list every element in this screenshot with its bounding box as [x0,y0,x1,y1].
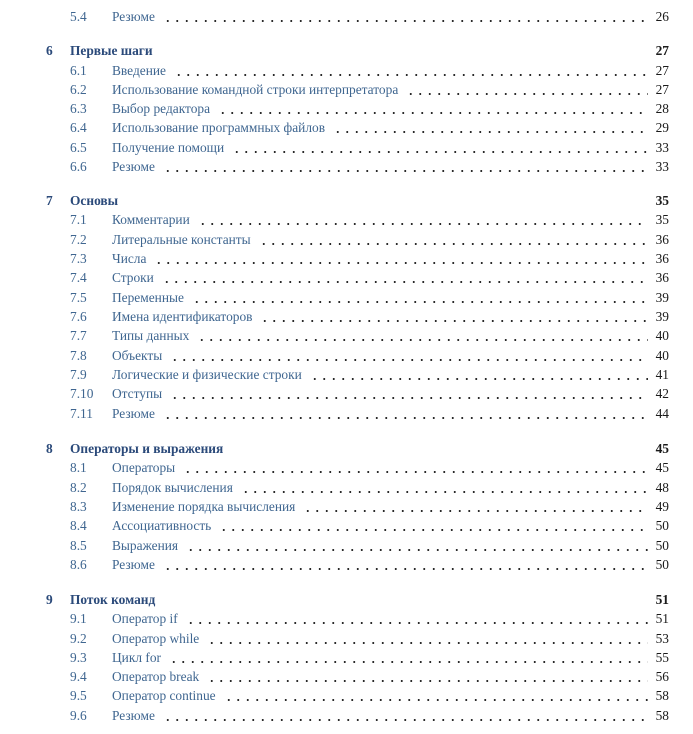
dot-leader [170,384,648,403]
toc-title[interactable]: Комментарии [112,212,190,227]
toc-entry[interactable] [0,326,693,345]
toc-title[interactable]: Изменение порядка вычисления [112,499,296,514]
toc-entry[interactable] [0,478,693,497]
toc-page-number[interactable]: 50 [655,538,669,553]
toc-chapter[interactable] [0,590,693,609]
toc-title[interactable]: Резюме [112,557,155,572]
toc-title[interactable]: Поток команд [70,592,156,607]
toc-title[interactable]: Операторы [112,460,176,475]
toc-number: 6.3 [70,101,87,116]
toc-title[interactable]: Оператор if [112,611,178,626]
toc-title[interactable]: Основы [70,193,119,208]
toc-number: 7.2 [70,232,87,247]
toc-title[interactable]: Использование программных файлов [112,120,326,135]
toc-chapter[interactable] [0,191,693,210]
dot-leader [186,609,648,628]
toc-number: 8 [46,441,53,456]
toc-page-number[interactable]: 42 [655,386,669,401]
dot-leader [406,80,648,99]
toc-page-number[interactable]: 26 [655,9,669,24]
toc-title[interactable]: Литеральные константы [112,232,251,247]
dot-leader [183,458,648,477]
toc-entry[interactable] [0,307,693,326]
toc-title[interactable]: Первые шаги [70,43,153,58]
toc-number: 7 [46,193,53,208]
toc-page-number[interactable]: 40 [655,328,669,343]
toc-chapter[interactable] [0,41,693,60]
toc-entry[interactable] [0,648,693,667]
toc-title[interactable]: Введение [112,63,166,78]
toc-entry[interactable] [0,268,693,287]
dot-leader [197,326,648,345]
toc-page-number[interactable]: 45 [655,441,669,456]
dot-leader [192,288,648,307]
dot-leader [259,230,648,249]
dot-leader [310,365,648,384]
toc-title[interactable]: Операторы и выражения [70,441,224,456]
dot-leader [207,629,648,648]
toc-title[interactable]: Имена идентификаторов [112,309,253,324]
dot-leader [207,667,648,686]
toc-title[interactable]: Ассоциативность [112,518,212,533]
toc-number: 7.11 [70,406,93,421]
toc-number: 5.4 [70,9,87,24]
toc-title[interactable]: Резюме [112,159,155,174]
toc-entry[interactable] [0,365,693,384]
toc-page-number[interactable]: 45 [655,460,669,475]
toc-page-number[interactable]: 49 [655,499,669,514]
dot-leader [162,268,648,287]
toc-entry[interactable] [0,346,693,365]
dot-leader [224,686,648,705]
toc-page-number[interactable]: 39 [655,309,669,324]
toc-entry[interactable] [0,157,693,176]
toc-page-number[interactable]: 39 [655,290,669,305]
toc-title[interactable]: Типы данных [112,328,190,343]
toc-entry[interactable] [0,80,693,99]
toc-entry[interactable] [0,458,693,477]
toc-number: 6.4 [70,120,87,135]
toc-number: 9.1 [70,611,87,626]
toc-title[interactable]: Резюме [112,708,155,723]
toc-page-number[interactable]: 41 [655,367,669,382]
dot-leader [186,536,648,555]
dot-leader [218,99,648,118]
dot-leader [174,61,648,80]
toc-number: 8.3 [70,499,87,514]
toc-entry[interactable] [0,497,693,516]
toc-title[interactable]: Логические и физические строки [112,367,302,382]
toc-entry[interactable] [0,706,693,725]
toc-page-number[interactable]: 27 [655,82,669,97]
toc-entry[interactable] [0,555,693,574]
toc-page-number[interactable]: 36 [655,232,669,247]
dot-leader [169,648,648,667]
toc-entry[interactable] [0,99,693,118]
toc-number: 8.1 [70,460,87,475]
dot-leader [241,478,648,497]
toc-number: 7.8 [70,348,87,363]
toc-title[interactable]: Цикл for [112,650,161,665]
dot-leader [333,118,648,137]
toc-number: 9.4 [70,669,87,684]
toc-page-number[interactable]: 50 [655,518,669,533]
toc-title[interactable]: Получение помощи [112,140,225,155]
toc-page-number[interactable]: 40 [655,348,669,363]
toc-entry[interactable] [0,686,693,705]
toc-title[interactable]: Объекты [112,348,163,363]
toc-number: 9 [46,592,53,607]
dot-leader [154,249,648,268]
toc-page-number[interactable]: 53 [655,631,669,646]
toc-page-number[interactable]: 58 [655,688,669,703]
toc-entry[interactable] [0,404,693,423]
toc-title[interactable]: Оператор continue [112,688,216,703]
toc-page-number[interactable]: 44 [655,406,669,421]
toc-number: 7.1 [70,212,87,227]
dot-leader [163,157,648,176]
toc-title[interactable]: Оператор break [112,669,200,684]
toc-number: 8.4 [70,518,87,533]
dot-leader [260,307,648,326]
dot-leader [163,555,648,574]
toc-page-number[interactable]: 27 [655,43,669,58]
dot-leader [163,404,648,423]
toc-page-number[interactable]: 33 [655,140,669,155]
toc-entry[interactable] [0,230,693,249]
dot-leader [163,7,648,26]
toc-number: 7.5 [70,290,87,305]
toc-title[interactable]: Использование командной строки интерпретатора [112,82,399,97]
toc-number: 6 [46,43,53,58]
toc-number: 8.5 [70,538,87,553]
toc-number: 8.2 [70,480,87,495]
toc-number: 9.5 [70,688,87,703]
toc-number: 7.7 [70,328,87,343]
toc-title[interactable]: Выбор редактора [112,101,211,116]
toc-page-number[interactable]: 28 [655,101,669,116]
toc-page-number[interactable]: 35 [655,212,669,227]
toc-entry[interactable] [0,118,693,137]
dot-leader [232,138,648,157]
toc-title[interactable]: Порядок вычисления [112,480,233,495]
toc-entry[interactable] [0,249,693,268]
toc-page-number[interactable]: 27 [655,63,669,78]
toc-number: 6.5 [70,140,87,155]
toc-number: 7.9 [70,367,87,382]
toc-title[interactable]: Резюме [112,406,155,421]
dot-leader [198,210,648,229]
toc-number: 6.2 [70,82,87,97]
toc-title[interactable]: Строки [112,270,154,285]
toc-number: 9.2 [70,631,87,646]
toc-number: 6.1 [70,63,87,78]
toc-entry[interactable] [0,288,693,307]
toc-title[interactable]: Переменные [112,290,184,305]
dot-leader [170,346,648,365]
toc-number: 7.10 [70,386,94,401]
dot-leader [163,706,648,725]
toc-chapter[interactable] [0,439,693,458]
toc-page-number[interactable]: 29 [655,120,669,135]
toc-title[interactable]: Резюме [112,9,155,24]
toc-page-number[interactable]: 58 [655,708,669,723]
toc-number: 7.4 [70,270,87,285]
toc-entry[interactable] [0,536,693,555]
dot-leader [303,497,648,516]
toc-number: 7.3 [70,251,87,266]
toc-entry[interactable] [0,516,693,535]
toc-number: 9.6 [70,708,87,723]
toc-title[interactable]: Выражения [112,538,179,553]
toc-page-number[interactable]: 36 [655,270,669,285]
toc-page-number[interactable]: 51 [655,592,669,607]
toc-entry[interactable] [0,629,693,648]
toc-page-number[interactable]: 33 [655,159,669,174]
toc-entry[interactable] [0,210,693,229]
toc-page-number[interactable]: 50 [655,557,669,572]
toc-title[interactable]: Отступы [112,386,163,401]
toc-entry[interactable] [0,384,693,403]
toc-number: 7.6 [70,309,87,324]
toc-entry[interactable] [0,667,693,686]
toc-number: 9.3 [70,650,87,665]
toc-number: 8.6 [70,557,87,572]
toc-title[interactable]: Оператор while [112,631,200,646]
toc-entry[interactable] [0,609,693,628]
toc-page-number[interactable]: 56 [655,669,669,684]
dot-leader [219,516,648,535]
toc-entry[interactable] [0,7,693,26]
toc-page-number[interactable]: 51 [655,611,669,626]
toc-entry[interactable] [0,61,693,80]
toc-entry[interactable] [0,138,693,157]
toc-title[interactable]: Числа [112,251,147,266]
toc-page-number[interactable]: 48 [655,480,669,495]
toc-page-number[interactable]: 36 [655,251,669,266]
toc-page-number[interactable]: 35 [655,193,669,208]
toc-page-number[interactable]: 55 [655,650,669,665]
toc-number: 6.6 [70,159,87,174]
